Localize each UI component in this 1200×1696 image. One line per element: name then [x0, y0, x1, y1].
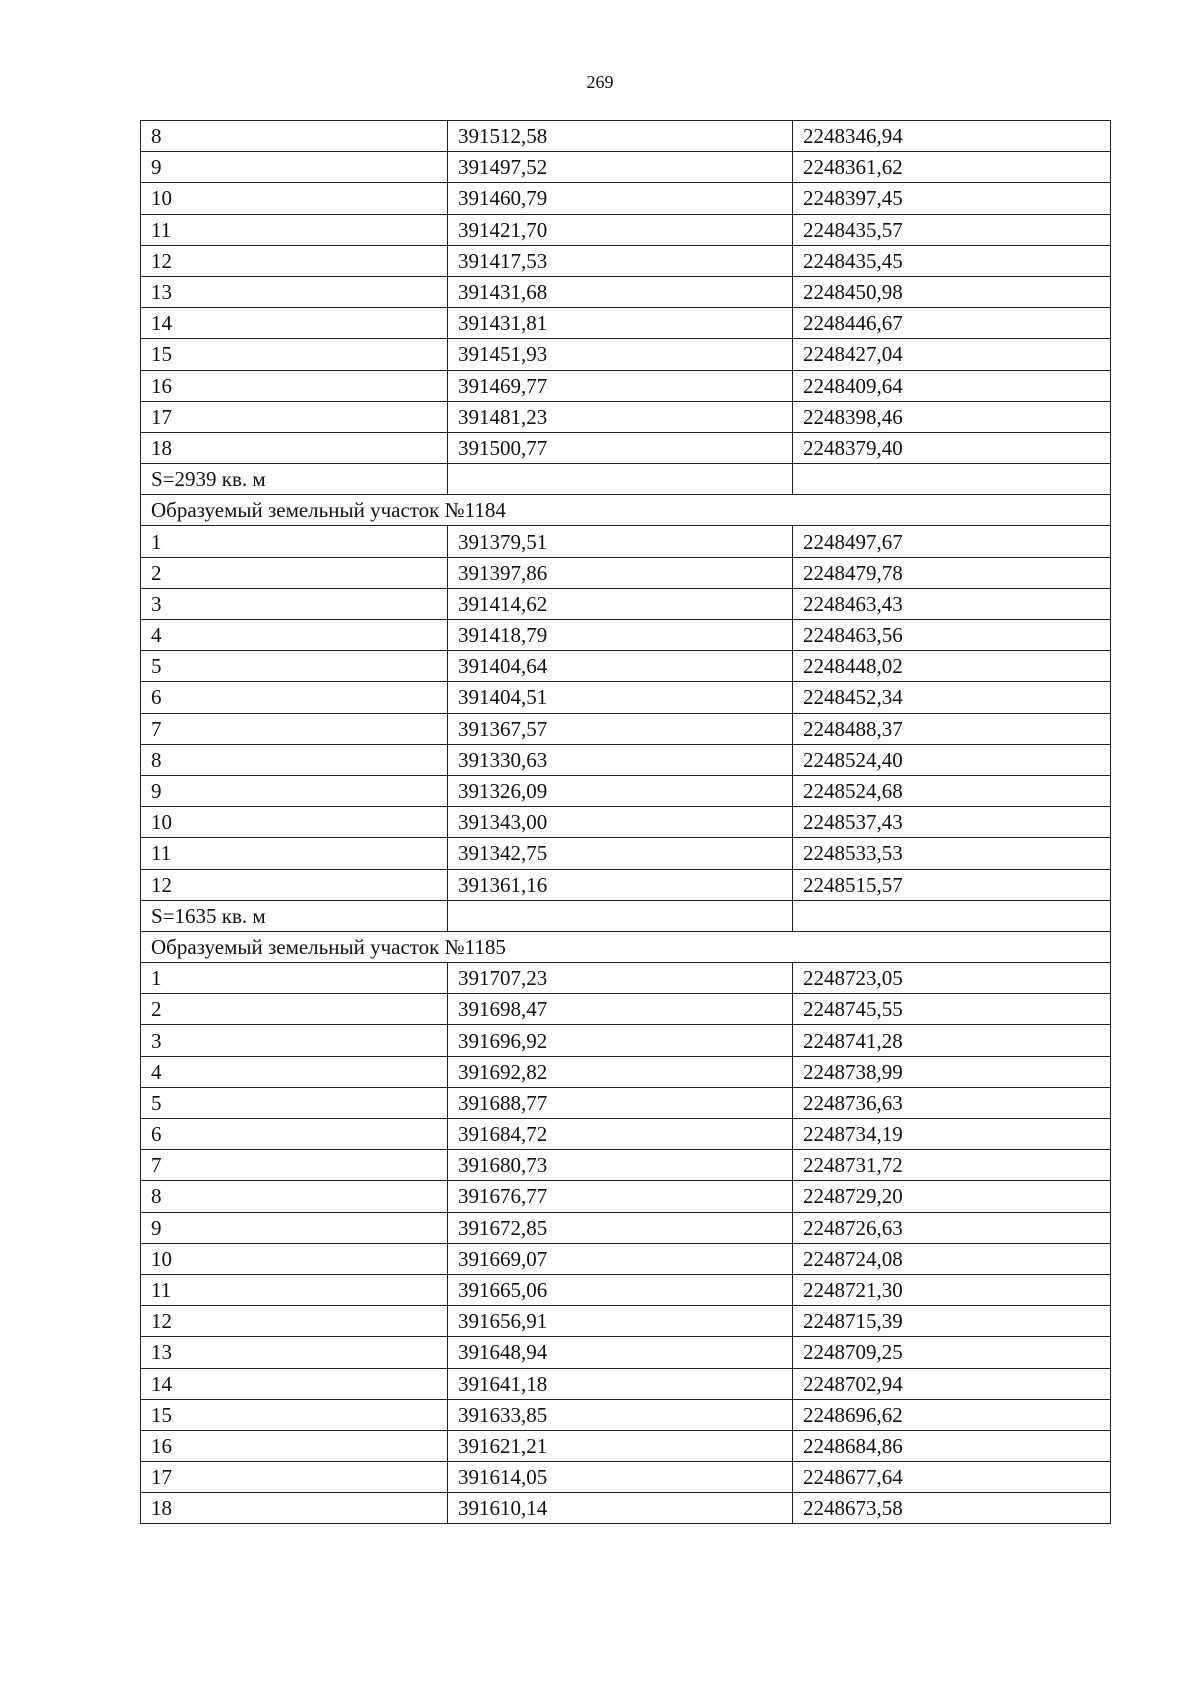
- x-coordinate-cell: 391497,52: [448, 152, 793, 183]
- empty-cell: [448, 900, 793, 931]
- point-number-cell: 7: [141, 1150, 448, 1181]
- point-number-cell: 8: [141, 121, 448, 152]
- point-number-cell: 12: [141, 1306, 448, 1337]
- x-coordinate-cell: 391431,68: [448, 276, 793, 307]
- x-coordinate-cell: 391330,63: [448, 744, 793, 775]
- coordinates-table: [140, 120, 1111, 1524]
- point-number-cell: 8: [141, 744, 448, 775]
- table-row: [141, 651, 1111, 682]
- y-coordinate-cell: 2248736,63: [793, 1087, 1111, 1118]
- table-row: [141, 994, 1111, 1025]
- table-row: [141, 588, 1111, 619]
- x-coordinate-cell: 391684,72: [448, 1119, 793, 1150]
- y-coordinate-cell: 2248734,19: [793, 1119, 1111, 1150]
- y-coordinate-cell: 2248709,25: [793, 1337, 1111, 1368]
- point-number-cell: 6: [141, 682, 448, 713]
- x-coordinate-cell: 391361,16: [448, 869, 793, 900]
- point-number-cell: 3: [141, 588, 448, 619]
- y-coordinate-cell: 2248398,46: [793, 401, 1111, 432]
- point-number-cell: 12: [141, 245, 448, 276]
- point-number-cell: 9: [141, 152, 448, 183]
- y-coordinate-cell: 2248723,05: [793, 963, 1111, 994]
- table-row: [141, 1212, 1111, 1243]
- table-row: [141, 557, 1111, 588]
- table-row: [141, 1306, 1111, 1337]
- table-row: [141, 401, 1111, 432]
- y-coordinate-cell: 2248677,64: [793, 1462, 1111, 1493]
- y-coordinate-cell: 2248537,43: [793, 807, 1111, 838]
- x-coordinate-cell: 391707,23: [448, 963, 793, 994]
- point-number-cell: 1: [141, 526, 448, 557]
- x-coordinate-cell: 391648,94: [448, 1337, 793, 1368]
- y-coordinate-cell: 2248524,68: [793, 775, 1111, 806]
- x-coordinate-cell: 391614,05: [448, 1462, 793, 1493]
- point-number-cell: 12: [141, 869, 448, 900]
- y-coordinate-cell: 2248479,78: [793, 557, 1111, 588]
- plot-heading-row: [141, 495, 1111, 526]
- table-row: [141, 1119, 1111, 1150]
- x-coordinate-cell: 391431,81: [448, 308, 793, 339]
- table-row: [141, 775, 1111, 806]
- point-number-cell: 17: [141, 1462, 448, 1493]
- y-coordinate-cell: 2248452,34: [793, 682, 1111, 713]
- y-coordinate-cell: 2248741,28: [793, 1025, 1111, 1056]
- point-number-cell: 17: [141, 401, 448, 432]
- y-coordinate-cell: 2248379,40: [793, 432, 1111, 463]
- x-coordinate-cell: 391417,53: [448, 245, 793, 276]
- table-row: [141, 1025, 1111, 1056]
- x-coordinate-cell: 391633,85: [448, 1399, 793, 1430]
- y-coordinate-cell: 2248729,20: [793, 1181, 1111, 1212]
- table-row: [141, 744, 1111, 775]
- point-number-cell: 6: [141, 1119, 448, 1150]
- x-coordinate-cell: 391669,07: [448, 1243, 793, 1274]
- table-row: [141, 1274, 1111, 1305]
- table-row: [141, 214, 1111, 245]
- table-row: [141, 869, 1111, 900]
- y-coordinate-cell: 2248488,37: [793, 713, 1111, 744]
- point-number-cell: 13: [141, 276, 448, 307]
- x-coordinate-cell: 391469,77: [448, 370, 793, 401]
- x-coordinate-cell: 391672,85: [448, 1212, 793, 1243]
- table-row: [141, 1493, 1111, 1524]
- y-coordinate-cell: 2248715,39: [793, 1306, 1111, 1337]
- x-coordinate-cell: 391621,21: [448, 1430, 793, 1461]
- table-row: [141, 838, 1111, 869]
- point-number-cell: 10: [141, 183, 448, 214]
- y-coordinate-cell: 2248435,57: [793, 214, 1111, 245]
- y-coordinate-cell: 2248533,53: [793, 838, 1111, 869]
- point-number-cell: 4: [141, 1056, 448, 1087]
- empty-cell: [448, 464, 793, 495]
- table-row: [141, 1087, 1111, 1118]
- table-row: [141, 245, 1111, 276]
- point-number-cell: 15: [141, 1399, 448, 1430]
- x-coordinate-cell: 391397,86: [448, 557, 793, 588]
- table-row: [141, 1056, 1111, 1087]
- plot-heading: Образуемый земельный участок №1184: [141, 495, 1111, 526]
- x-coordinate-cell: 391379,51: [448, 526, 793, 557]
- x-coordinate-cell: 391688,77: [448, 1087, 793, 1118]
- area-cell: S=2939 кв. м: [141, 464, 448, 495]
- table-row: [141, 183, 1111, 214]
- table-row: [141, 807, 1111, 838]
- table-row: [141, 339, 1111, 370]
- coordinates-table-body: [141, 121, 1111, 1524]
- y-coordinate-cell: 2248409,64: [793, 370, 1111, 401]
- point-number-cell: 14: [141, 308, 448, 339]
- x-coordinate-cell: 391343,00: [448, 807, 793, 838]
- y-coordinate-cell: 2248515,57: [793, 869, 1111, 900]
- y-coordinate-cell: 2248673,58: [793, 1493, 1111, 1524]
- table-row: [141, 370, 1111, 401]
- y-coordinate-cell: 2248446,67: [793, 308, 1111, 339]
- point-number-cell: 8: [141, 1181, 448, 1212]
- y-coordinate-cell: 2248524,40: [793, 744, 1111, 775]
- table-row: [141, 1150, 1111, 1181]
- x-coordinate-cell: 391696,92: [448, 1025, 793, 1056]
- point-number-cell: 14: [141, 1368, 448, 1399]
- area-cell: S=1635 кв. м: [141, 900, 448, 931]
- y-coordinate-cell: 2248497,67: [793, 526, 1111, 557]
- x-coordinate-cell: 391326,09: [448, 775, 793, 806]
- x-coordinate-cell: 391421,70: [448, 214, 793, 245]
- y-coordinate-cell: 2248448,02: [793, 651, 1111, 682]
- point-number-cell: 18: [141, 432, 448, 463]
- plot-heading: Образуемый земельный участок №1185: [141, 931, 1111, 962]
- point-number-cell: 2: [141, 557, 448, 588]
- y-coordinate-cell: 2248702,94: [793, 1368, 1111, 1399]
- point-number-cell: 11: [141, 838, 448, 869]
- point-number-cell: 11: [141, 1274, 448, 1305]
- y-coordinate-cell: 2248745,55: [793, 994, 1111, 1025]
- point-number-cell: 5: [141, 651, 448, 682]
- y-coordinate-cell: 2248463,43: [793, 588, 1111, 619]
- point-number-cell: 13: [141, 1337, 448, 1368]
- x-coordinate-cell: 391460,79: [448, 183, 793, 214]
- point-number-cell: 10: [141, 807, 448, 838]
- table-row: [141, 121, 1111, 152]
- point-number-cell: 2: [141, 994, 448, 1025]
- area-row: [141, 464, 1111, 495]
- table-row: [141, 1399, 1111, 1430]
- point-number-cell: 7: [141, 713, 448, 744]
- y-coordinate-cell: 2248696,62: [793, 1399, 1111, 1430]
- empty-cell: [793, 900, 1111, 931]
- y-coordinate-cell: 2248726,63: [793, 1212, 1111, 1243]
- table-row: [141, 276, 1111, 307]
- y-coordinate-cell: 2248435,45: [793, 245, 1111, 276]
- point-number-cell: 16: [141, 370, 448, 401]
- table-row: [141, 1462, 1111, 1493]
- table-row: [141, 1337, 1111, 1368]
- point-number-cell: 9: [141, 775, 448, 806]
- y-coordinate-cell: 2248346,94: [793, 121, 1111, 152]
- table-row: [141, 1181, 1111, 1212]
- point-number-cell: 4: [141, 620, 448, 651]
- x-coordinate-cell: 391680,73: [448, 1150, 793, 1181]
- point-number-cell: 10: [141, 1243, 448, 1274]
- x-coordinate-cell: 391692,82: [448, 1056, 793, 1087]
- x-coordinate-cell: 391500,77: [448, 432, 793, 463]
- y-coordinate-cell: 2248427,04: [793, 339, 1111, 370]
- x-coordinate-cell: 391404,51: [448, 682, 793, 713]
- table-row: [141, 432, 1111, 463]
- x-coordinate-cell: 391414,62: [448, 588, 793, 619]
- y-coordinate-cell: 2248738,99: [793, 1056, 1111, 1087]
- x-coordinate-cell: 391656,91: [448, 1306, 793, 1337]
- y-coordinate-cell: 2248463,56: [793, 620, 1111, 651]
- point-number-cell: 3: [141, 1025, 448, 1056]
- table-row: [141, 308, 1111, 339]
- y-coordinate-cell: 2248721,30: [793, 1274, 1111, 1305]
- point-number-cell: 18: [141, 1493, 448, 1524]
- y-coordinate-cell: 2248397,45: [793, 183, 1111, 214]
- table-row: [141, 713, 1111, 744]
- point-number-cell: 9: [141, 1212, 448, 1243]
- page-number: 269: [586, 72, 614, 92]
- table-row: [141, 526, 1111, 557]
- x-coordinate-cell: 391418,79: [448, 620, 793, 651]
- plot-heading-row: [141, 931, 1111, 962]
- x-coordinate-cell: 391367,57: [448, 713, 793, 744]
- x-coordinate-cell: 391698,47: [448, 994, 793, 1025]
- point-number-cell: 1: [141, 963, 448, 994]
- table-row: [141, 682, 1111, 713]
- x-coordinate-cell: 391665,06: [448, 1274, 793, 1305]
- x-coordinate-cell: 391451,93: [448, 339, 793, 370]
- table-row: [141, 1243, 1111, 1274]
- y-coordinate-cell: 2248361,62: [793, 152, 1111, 183]
- table-row: [141, 620, 1111, 651]
- x-coordinate-cell: 391404,64: [448, 651, 793, 682]
- y-coordinate-cell: 2248724,08: [793, 1243, 1111, 1274]
- point-number-cell: 15: [141, 339, 448, 370]
- x-coordinate-cell: 391512,58: [448, 121, 793, 152]
- x-coordinate-cell: 391610,14: [448, 1493, 793, 1524]
- point-number-cell: 16: [141, 1430, 448, 1461]
- y-coordinate-cell: 2248684,86: [793, 1430, 1111, 1461]
- x-coordinate-cell: 391342,75: [448, 838, 793, 869]
- point-number-cell: 11: [141, 214, 448, 245]
- table-row: [141, 1430, 1111, 1461]
- table-row: [141, 963, 1111, 994]
- point-number-cell: 5: [141, 1087, 448, 1118]
- x-coordinate-cell: 391641,18: [448, 1368, 793, 1399]
- x-coordinate-cell: 391676,77: [448, 1181, 793, 1212]
- area-row: [141, 900, 1111, 931]
- table-row: [141, 1368, 1111, 1399]
- y-coordinate-cell: 2248731,72: [793, 1150, 1111, 1181]
- x-coordinate-cell: 391481,23: [448, 401, 793, 432]
- y-coordinate-cell: 2248450,98: [793, 276, 1111, 307]
- table-row: [141, 152, 1111, 183]
- empty-cell: [793, 464, 1111, 495]
